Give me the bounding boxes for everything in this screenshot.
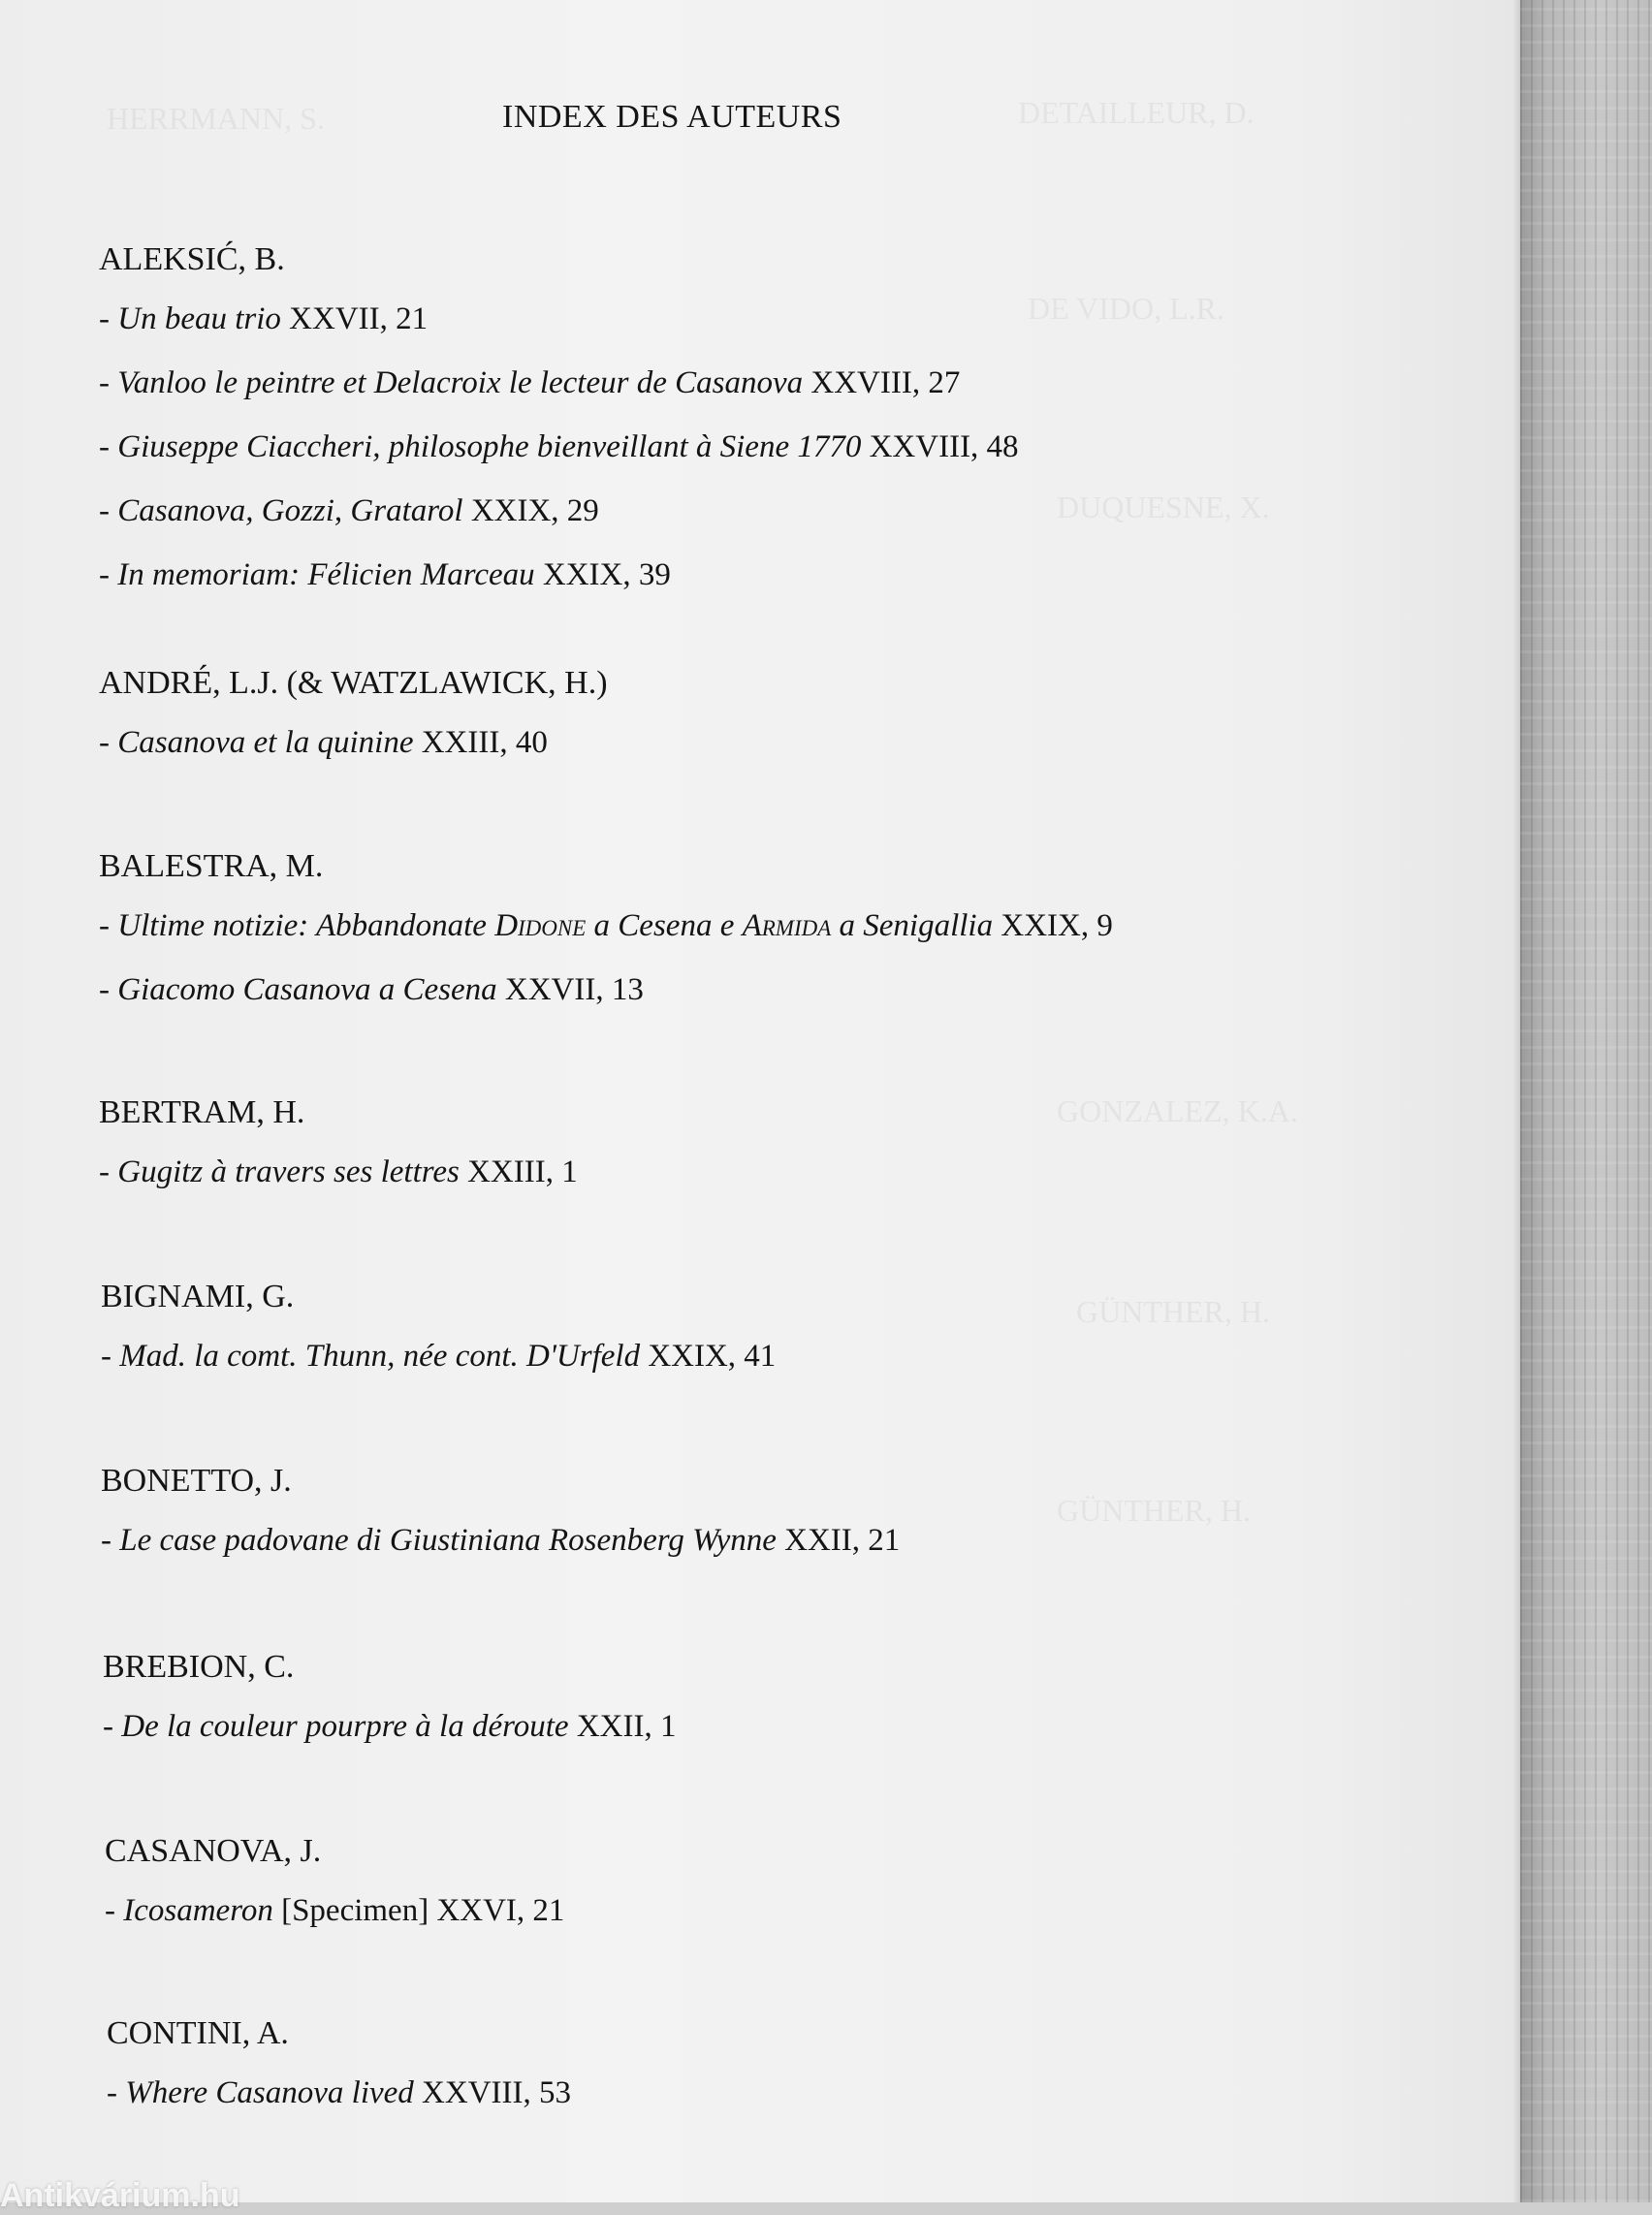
index-entry: [99, 971, 1359, 1035]
show-through-text: GÜNTHER, H.: [1057, 1493, 1251, 1528]
entry-reference: XXVI, 21: [436, 1893, 565, 1928]
entry-dash: -: [99, 365, 110, 400]
index-entry: [99, 492, 1359, 556]
index-entry: [99, 364, 1359, 428]
entry-dash: -: [99, 725, 110, 760]
entry-dash: -: [99, 972, 110, 1007]
entry-dash: -: [99, 1155, 110, 1189]
show-through-text: DE VIDO, L.R.: [1028, 291, 1224, 326]
entry-reference: XXIX, 41: [648, 1339, 777, 1374]
entry-title: De la couleur pourpre à la déroute: [121, 1709, 569, 1744]
author-block: [99, 1093, 1359, 1218]
author-name: CONTINI, A.: [107, 2015, 289, 2051]
author-block: [101, 1278, 1361, 1402]
author-name: BREBION, C.: [103, 1649, 295, 1685]
book-gutter: [1520, 0, 1652, 2202]
author-name: CASANOVA, J.: [105, 1833, 322, 1869]
index-entry: [99, 428, 1359, 492]
entry-title: Giuseppe Ciaccheri, philosophe bienveillant à Siene 1770: [117, 429, 862, 464]
entry-reference: XXVIII, 27: [810, 365, 961, 400]
index-entry: [101, 1338, 1361, 1402]
entry-title-smallcaps: Didone: [494, 908, 587, 943]
author-block: [107, 2014, 1367, 2138]
page-title: INDEX DES AUTEURS: [502, 99, 842, 135]
author-block: [99, 664, 1359, 788]
entry-dash: -: [103, 1709, 113, 1744]
entry-dash: -: [107, 2075, 117, 2110]
entry-title: a Cesena e: [586, 908, 743, 943]
author-block: [99, 240, 1359, 620]
entry-list: [99, 907, 1359, 1035]
entry-reference: XXII, 21: [784, 1523, 901, 1558]
author-name: BIGNAMI, G.: [101, 1279, 295, 1314]
entry-list: [99, 1154, 1359, 1218]
author-name: BALESTRA, M.: [99, 848, 324, 884]
entry-reference: XXVII, 21: [289, 301, 429, 336]
entry-note: [Specimen]: [281, 1893, 429, 1928]
author-name: ANDRÉ, L.J. (& WATZLAWICK, H.): [99, 665, 608, 701]
author-name: BERTRAM, H.: [99, 1094, 305, 1130]
entry-title: Gugitz à travers ses lettres: [117, 1155, 460, 1189]
entry-reference: XXIX, 39: [542, 557, 671, 592]
entry-list: [107, 2074, 1367, 2138]
show-through-text: HERRMANN, S.: [107, 101, 325, 136]
entry-title: Casanova, Gozzi, Gratarol: [117, 493, 463, 528]
entry-reference: XXII, 1: [576, 1709, 677, 1744]
entry-dash: -: [99, 908, 110, 943]
entry-title: Mad. la comt. Thunn, née cont. D'Urfeld: [119, 1339, 641, 1374]
index-entry: [107, 2074, 1367, 2138]
entry-reference: XXVII, 13: [504, 972, 644, 1007]
entry-dash: -: [99, 429, 110, 464]
entry-list: [101, 1522, 1361, 1586]
entry-dash: -: [99, 301, 110, 336]
entry-list: [101, 1338, 1361, 1402]
entry-reference: XXIII, 40: [421, 725, 548, 760]
entry-title: Vanloo le peintre et Delacroix le lecteur de Casanova: [117, 365, 804, 400]
show-through-text: DETAILLEUR, D.: [1018, 95, 1255, 130]
entry-reference: XXIII, 1: [467, 1155, 578, 1189]
index-entry: [103, 1708, 1363, 1772]
watermark-text: Antikvárium.hu: [0, 2177, 240, 2214]
entry-title-smallcaps: Armida: [742, 908, 832, 943]
entry-title: Casanova et la quinine: [117, 725, 414, 760]
entry-list: [99, 301, 1359, 620]
entry-reference: XXIX, 9: [1001, 908, 1113, 943]
index-entry: [99, 301, 1359, 364]
index-entry: [99, 724, 1359, 788]
entry-title: In memoriam: Félicien Marceau: [117, 557, 535, 592]
entry-list: [105, 1892, 1365, 1956]
entry-list: [103, 1708, 1363, 1772]
entry-title: Icosameron: [123, 1893, 273, 1928]
author-block: [103, 1648, 1363, 1772]
entry-reference: XXVIII, 53: [422, 2075, 572, 2110]
show-through-text: DUQUESNE, X.: [1057, 490, 1270, 524]
author-name: BONETTO, J.: [101, 1463, 292, 1499]
show-through-text: GONZALEZ, K.A.: [1057, 1093, 1298, 1128]
author-name: ALEKSIĆ, B.: [99, 241, 285, 277]
entry-title: Giacomo Casanova a Cesena: [117, 972, 497, 1007]
entry-dash: -: [101, 1523, 111, 1558]
entry-dash: -: [99, 557, 110, 592]
entry-list: [99, 724, 1359, 788]
index-entry: [99, 1154, 1359, 1218]
entry-title: Un beau trio: [117, 301, 281, 336]
entry-title: a Senigallia: [831, 908, 994, 943]
author-block: [99, 847, 1359, 1035]
entry-title: Ultime notizie: Abbandonate: [117, 908, 495, 943]
index-entry: [99, 556, 1359, 620]
index-entry: [105, 1892, 1365, 1956]
author-block: [105, 1832, 1365, 1956]
entry-dash: -: [101, 1339, 111, 1374]
entry-dash: -: [99, 493, 110, 528]
entry-dash: -: [105, 1893, 115, 1928]
entry-title: Where Casanova lived: [125, 2075, 414, 2110]
index-entry: [99, 907, 1359, 971]
author-block: [101, 1462, 1361, 1586]
entry-reference: XXVIII, 48: [869, 429, 1019, 464]
show-through-text: GÜNTHER, H.: [1076, 1294, 1270, 1329]
entry-title: Le case padovane di Giustiniana Rosenberg Wynne: [119, 1523, 777, 1558]
index-entry: [101, 1522, 1361, 1586]
entry-reference: XXIX, 29: [470, 493, 599, 528]
